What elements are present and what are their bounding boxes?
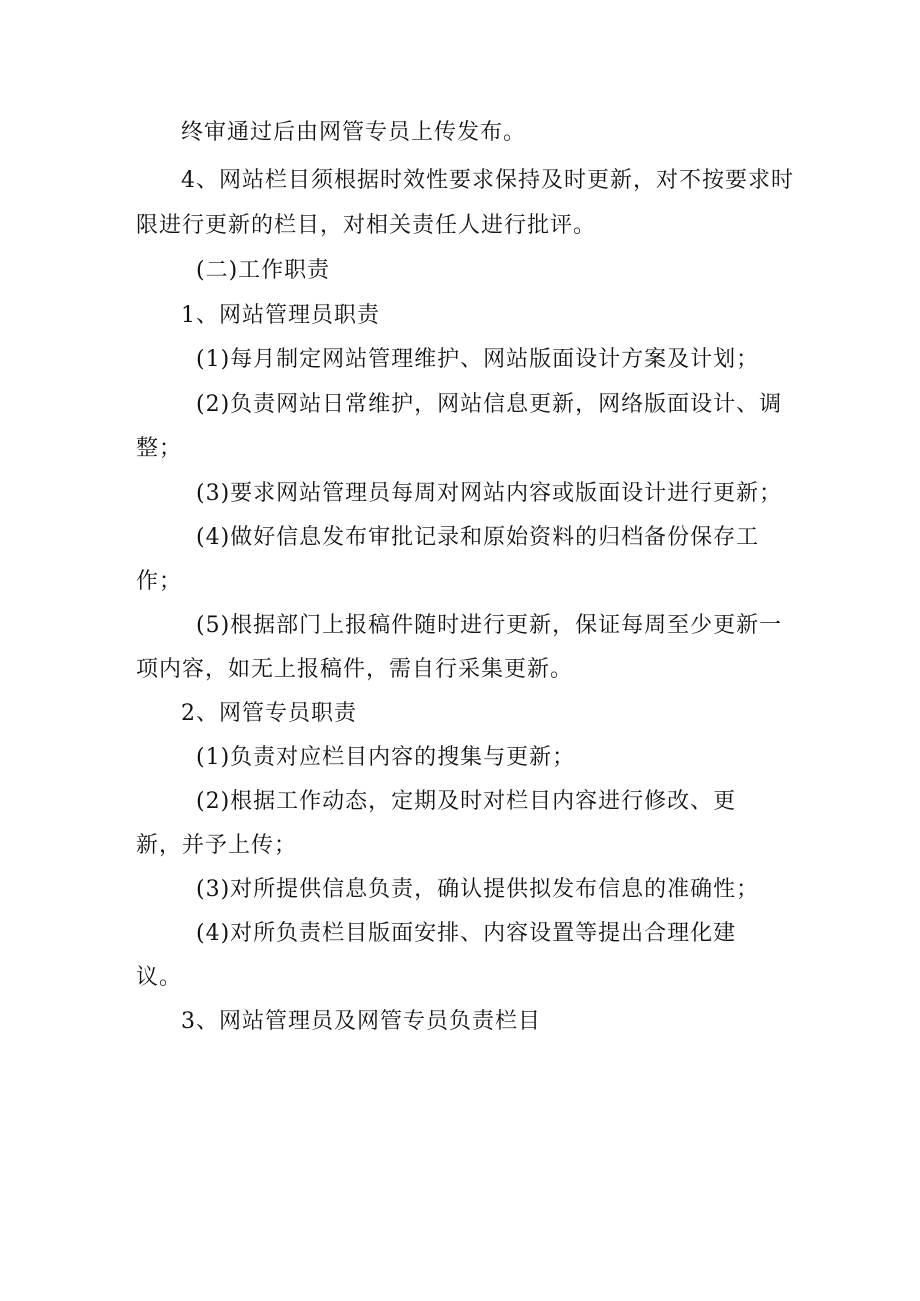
admin-duty-3: (3)要求网站管理员每周对网站内容或版面设计进行更新； bbox=[196, 481, 783, 506]
subsection-heading-web-specialist: 2、网管专员职责 bbox=[181, 701, 357, 726]
admin-duty-2: (2)负责网站日常维护，网站信息更新，网络版面设计、调 bbox=[196, 392, 783, 417]
item-4-heading: 4、网站栏目须根据时效性要求保持及时更新，对不按要求时 bbox=[181, 168, 794, 193]
admin-duty-4: (4)做好信息发布审批记录和原始资料的归档备份保存工 bbox=[196, 525, 760, 550]
admin-duty-5-continuation: 项内容，如无上报稿件，需自行采集更新。 bbox=[136, 657, 574, 682]
admin-duty-5: (5)根据部门上报稿件随时进行更新，保证每周至少更新一 bbox=[196, 613, 783, 638]
item-4-continuation: 限进行更新的栏目，对相关责任人进行批评。 bbox=[136, 213, 597, 238]
admin-duty-4-continuation: 作； bbox=[136, 569, 183, 594]
specialist-duty-4: (4)对所负责栏目版面安排、内容设置等提出合理化建 bbox=[196, 921, 737, 946]
section-heading-work-duties: (二)工作职责 bbox=[196, 258, 331, 283]
subsection-heading-responsible-columns: 3、网站管理员及网管专员负责栏目 bbox=[181, 1009, 541, 1034]
text-line-continuation: 终审通过后由网管专员上传发布。 bbox=[181, 120, 527, 145]
specialist-duty-1: (1)负责对应栏目内容的搜集与更新； bbox=[196, 745, 576, 770]
specialist-duty-2: (2)根据工作动态，定期及时对栏目内容进行修改、更 bbox=[196, 789, 737, 814]
admin-duty-2-continuation: 整； bbox=[136, 436, 183, 461]
admin-duty-1: (1)每月制定网站管理维护、网站版面设计方案及计划； bbox=[196, 347, 760, 372]
specialist-duty-3: (3)对所提供信息负责，确认提供拟发布信息的准确性； bbox=[196, 877, 760, 902]
specialist-duty-2-continuation: 新，并予上传； bbox=[136, 833, 298, 858]
subsection-heading-site-admin: 1、网站管理员职责 bbox=[181, 303, 380, 328]
specialist-duty-4-continuation: 议。 bbox=[136, 965, 183, 990]
